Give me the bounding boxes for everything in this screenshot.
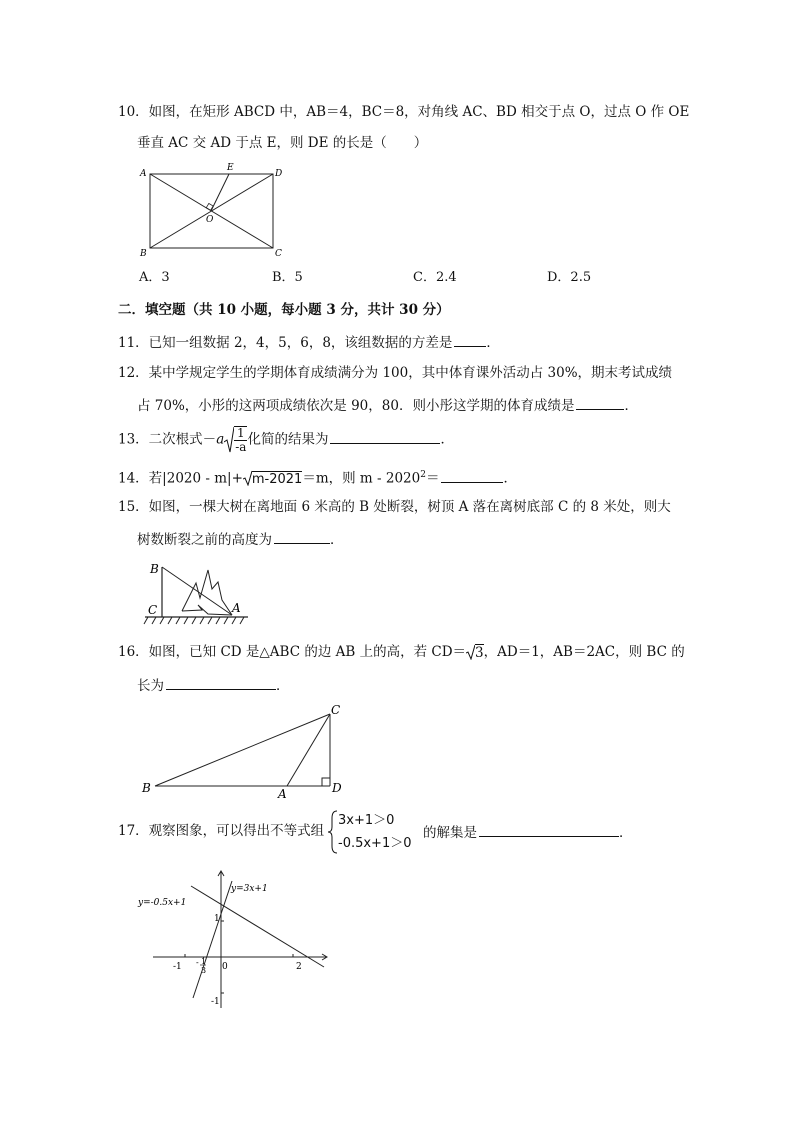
q14-middle: ＝m，则 m - 2020 (302, 470, 421, 487)
q14-end: ． (503, 470, 517, 487)
q13-a: a (216, 431, 225, 448)
q14-exponent: 2 (420, 470, 426, 480)
frac-den: 3 (201, 966, 207, 975)
q12-answer-blank[interactable] (576, 395, 624, 410)
label-A: A (232, 601, 241, 615)
q16-line1 (118, 643, 685, 662)
q16-end: ． (276, 678, 290, 694)
label-D: D (275, 169, 283, 179)
frac-sign: - (196, 958, 199, 967)
label-O: O (206, 215, 214, 225)
q12-end: ． (624, 398, 638, 414)
q10-line2: 垂直 AC 交 AD 于点 E，则 DE 的长是（ ） (137, 135, 428, 151)
q11-end: ． (486, 335, 500, 351)
label-A: A (140, 169, 147, 179)
q17-inequality-2: -0.5x+1＞0 (338, 836, 412, 851)
system-brace (328, 810, 338, 854)
q13-radical (224, 426, 247, 454)
q14-radicand: m-2021 (251, 471, 303, 487)
q16-text-b: ，AD＝1，AB＝2AC，则 BC 的 (483, 644, 685, 660)
q12-line1: 12．某中学规定学生的学期体育成绩满分为 100，其中体育课外活动占 30%，期末考试成绩 (118, 365, 673, 381)
q13-prefix: 13．二次根式－ (118, 431, 217, 448)
label-C: C (275, 249, 282, 259)
label-B: B (142, 781, 151, 795)
line1-label: y=-0.5x+1 (138, 898, 187, 908)
label-E: E (227, 163, 234, 173)
q16-sqrt3 (466, 644, 484, 662)
q12-question: 占 70%，小彤的这两项成绩依次是 90，80．则小彤这学期的体育成绩是 (137, 398, 575, 414)
tree-figure (140, 558, 255, 630)
q17-prefix: 17．观察图象，可以得出不等式组 (118, 823, 325, 839)
q17-suffix: 的解集是 (423, 825, 477, 841)
q13-text (118, 426, 454, 452)
label-B: B (140, 249, 147, 259)
q16-radicand: 3 (475, 644, 484, 661)
rectangle-figure (135, 160, 295, 260)
q17-suffix-line (423, 822, 633, 842)
q14-text (118, 466, 517, 489)
q13-end: ． (440, 431, 454, 448)
q16-answer-blank[interactable] (166, 675, 276, 690)
triangle-figure (138, 700, 348, 800)
q17-answer-blank[interactable] (479, 822, 619, 837)
q10-option-d: D．2.5 (547, 270, 592, 285)
label-C: C (148, 603, 158, 617)
q17-inequality-1: 3x+1＞0 (338, 813, 395, 828)
linear-graph (135, 868, 335, 1013)
q14-answer-blank[interactable] (441, 468, 503, 483)
tick-y-1: 1 (214, 914, 220, 924)
q17-end: ． (619, 825, 633, 841)
q16-text-a: 16．如图，已知 CD 是△ABC 的边 AB 上的高，若 CD＝ (118, 644, 467, 660)
tick-x-2: 2 (296, 962, 302, 972)
tick-y-neg1: -1 (211, 997, 220, 1007)
q11-question: 11．已知一组数据 2，4，5，6，8，该组数据的方差是 (118, 335, 453, 351)
q14-radical (243, 470, 302, 489)
q15-line1: 15．如图，一棵大树在离地面 6 米高的 B 处断裂，树顶 A 落在离树底部 C 的 8 米处，则大 (118, 499, 671, 515)
q12-line2 (137, 395, 638, 415)
q13-numerator: 1 (234, 427, 247, 441)
q10-option-a: A．3 (139, 270, 170, 285)
label-D: D (332, 781, 342, 795)
q15-answer-blank[interactable] (274, 529, 330, 544)
label-A: A (278, 787, 287, 800)
q10-option-c: C．2.4 (413, 270, 457, 285)
label-B: B (150, 562, 159, 576)
q15-question: 树数断裂之前的高度为 (137, 532, 272, 548)
q13-denominator: -a (235, 440, 247, 454)
q15-line2 (137, 529, 344, 549)
label-C: C (331, 703, 341, 717)
q14-eq: ＝ (425, 470, 440, 487)
q13-answer-blank[interactable] (330, 429, 440, 444)
q16-line2 (137, 675, 290, 695)
line2-label: y=3x+1 (231, 884, 268, 894)
q11-answer-blank[interactable] (454, 332, 486, 347)
q15-end: ． (330, 532, 344, 548)
tick-x-neg1: -1 (173, 962, 182, 972)
frac-num: 1 (201, 957, 207, 966)
tick-x-0: 0 (222, 962, 228, 972)
q14-prefix: 14．若|2020 - m|+ (118, 470, 243, 487)
q11-text (118, 332, 500, 352)
q13-suffix: 化简的结果为 (247, 431, 329, 448)
section2-title: 二．填空题（共 10 小题，每小题 3 分，共计 30 分） (118, 302, 450, 318)
q16-question: 长为 (137, 678, 164, 694)
q10-line1: 10．如图，在矩形 ABCD 中，AB＝4，BC＝8，对角线 AC、BD 相交于点 O，过点 O 作 OE (118, 104, 690, 120)
q10-option-b: B．5 (272, 270, 303, 285)
